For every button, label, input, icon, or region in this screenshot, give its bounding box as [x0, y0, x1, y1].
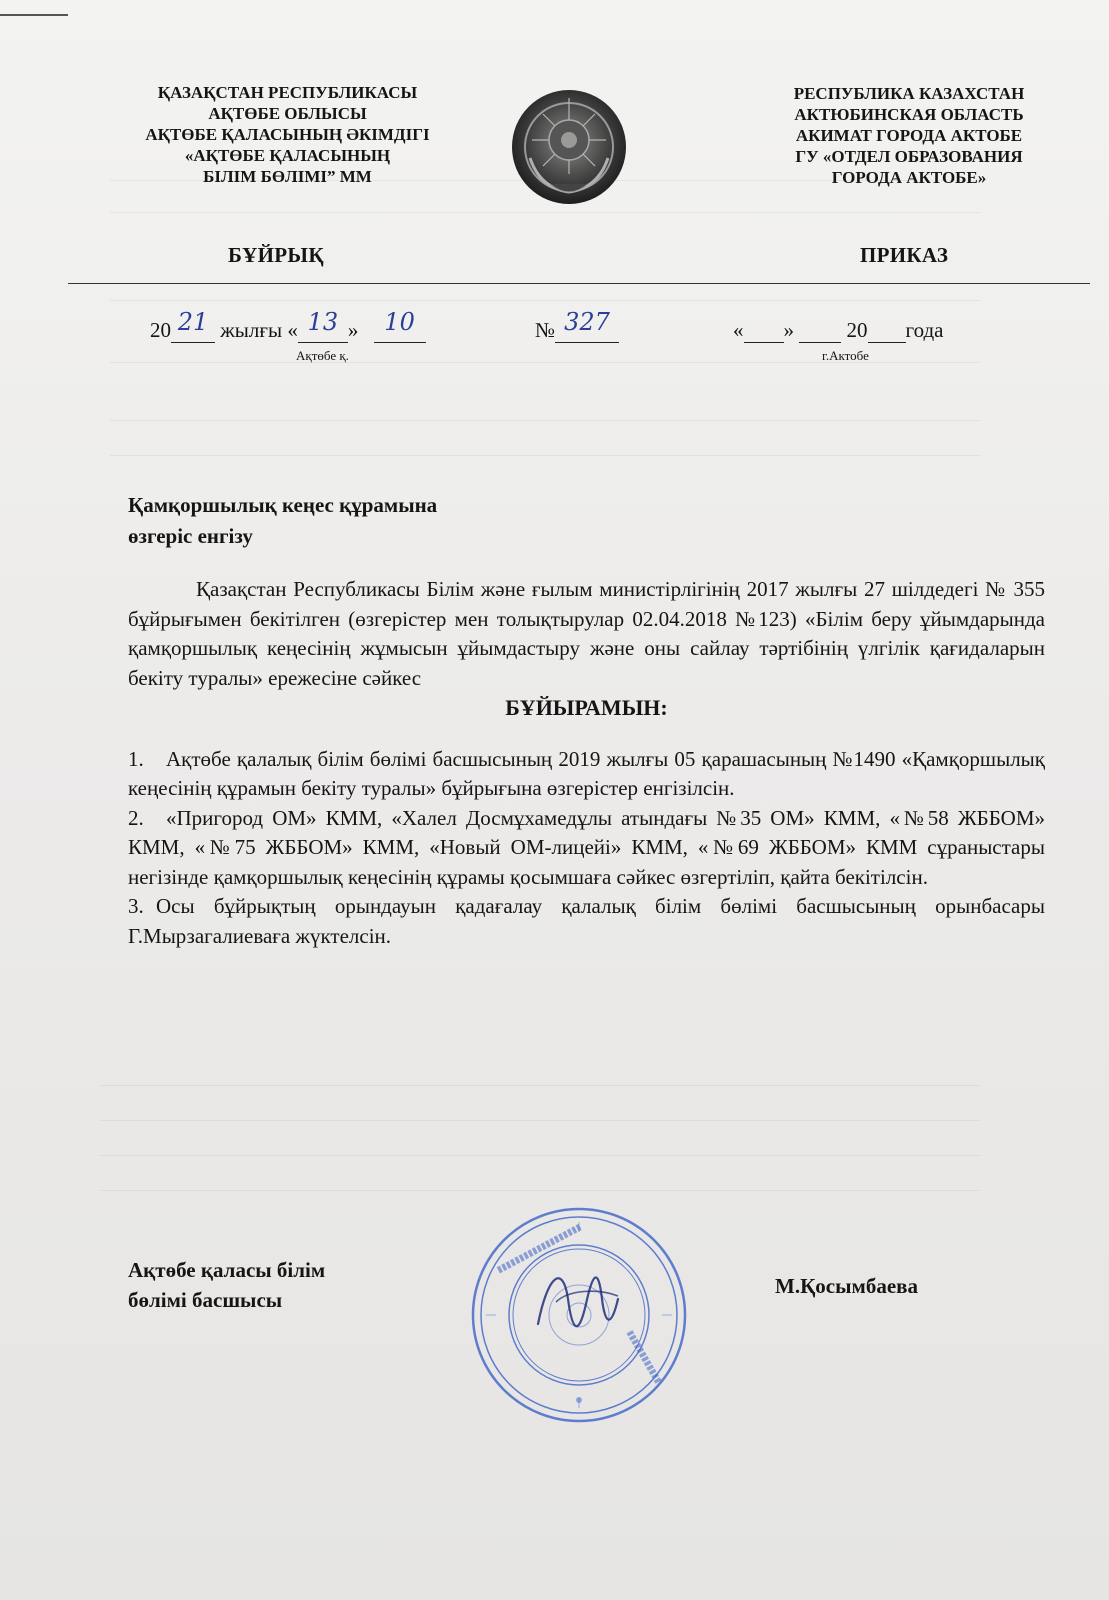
year-word: жылғы «	[220, 318, 298, 342]
item-text: Осы бұйрықтың орындауын қадағалау қалалық білім бөлімі басшысының орынбасары Г.Мырзагалиеваға жүктелсін.	[128, 894, 1045, 948]
header-ru-line: ГОРОДА АКТОБЕ»	[831, 168, 987, 187]
header-kz-line: АҚТӨБЕ ОБЛЫСЫ	[208, 104, 367, 123]
year-word-ru: года	[905, 318, 944, 342]
bleed-through-line	[100, 1155, 980, 1156]
handwritten-number: 327	[564, 308, 610, 336]
date-line-russian	[733, 318, 944, 343]
orders-heading: БҰЙЫРАМЫН:	[505, 695, 668, 720]
bleed-through-line	[110, 300, 980, 301]
close-quote: »	[783, 318, 794, 342]
number-field	[555, 308, 619, 343]
day-field	[298, 308, 348, 343]
official-stamp-icon	[468, 1204, 690, 1426]
order-number	[535, 308, 619, 343]
signatory-name: М.Қосымбаева	[775, 1274, 918, 1298]
order-subject	[128, 490, 437, 552]
bleed-through-line	[110, 455, 980, 456]
svg-text:▮▮▮▮▮▮▮▮▮▮▮▮: ▮▮▮▮▮▮▮▮▮▮▮▮	[624, 1328, 663, 1386]
ru-month-field	[799, 318, 841, 343]
number-sign: №	[535, 318, 556, 342]
handwritten-month: 10	[384, 308, 415, 336]
header-ru-line: АКИМАТ ГОРОДА АКТОБЕ	[795, 126, 1023, 145]
ru-year-prefix: 20	[846, 318, 868, 342]
order-item	[128, 745, 1045, 804]
close-quote: »	[347, 318, 359, 342]
item-number: 1.	[128, 746, 144, 771]
handwritten-day: 13	[307, 308, 339, 336]
state-emblem-icon	[510, 88, 628, 206]
item-text: «Пригород ОМ» КММ, «Халел Досмұхамедұлы атындағы №35 ОМ» КММ, «№58 ЖББОМ» КММ, «№75 ЖББОМ» КММ, «Новый ОМ-лицейі» КММ, «№69 ЖББОМ» КММ сұраныстары негізінде қамқоршылық кеңесінің құрамы қосымшаға сәйкес өзгертіліп, қайта бекітілсін.	[128, 805, 1045, 889]
month-field	[374, 308, 426, 343]
handwritten-year: 21	[177, 308, 209, 336]
subject-line: өзгеріс енгізу	[128, 524, 253, 548]
place-kazakh: Ақтөбе қ.	[296, 348, 349, 363]
signatory-line: Ақтөбе қаласы білім	[128, 1258, 326, 1282]
year-field	[171, 308, 215, 343]
header-kz-line: ҚАЗАҚСТАН РЕСПУБЛИКАСЫ	[157, 83, 418, 102]
bleed-through-line	[100, 1190, 980, 1191]
order-item	[128, 892, 1045, 951]
order-item	[128, 804, 1045, 893]
header-ru-line: АКТЮБИНСКАЯ ОБЛАСТЬ	[794, 105, 1024, 124]
date-line-kazakh	[150, 308, 426, 343]
header-kz-line: БІЛІМ БӨЛІМІ” ММ	[203, 167, 372, 186]
open-quote: «	[733, 318, 744, 342]
header-divider	[68, 283, 1090, 284]
header-russian	[770, 83, 1048, 188]
header-ru-line: РЕСПУБЛИКА КАЗАХСТАН	[793, 84, 1025, 103]
signatory-position	[128, 1255, 325, 1315]
item-text: Ақтөбе қалалық білім бөлімі басшысының 2019 жылғы 05 қарашасының №1490 «Қамқоршылық кеңесінің құрамын бекіту туралы» бұйрығына өзгерістер енгізілсін.	[128, 746, 1045, 800]
order-title-russian: ПРИКАЗ	[860, 243, 949, 267]
header-kz-line: АҚТӨБЕ ҚАЛАСЫНЫҢ ӘКІМДІГІ	[145, 125, 430, 144]
bleed-through-line	[100, 1085, 980, 1086]
order-title-kazakh: БҰЙРЫҚ	[228, 243, 324, 267]
subject-line: Қамқоршылық кеңес құрамына	[128, 493, 438, 517]
preamble-paragraph: Қазақстан Республикасы Білім және ғылым министірлігінің 2017 жылғы 27 шілдедегі № 355 бұйрығымен бекітілген (өзгерістер мен толықтырулар 02.04.2018 №123) «Білім беру ұйымдарында қамқоршылық кеңесінің жұмысын ұйымдастыру және оны сайлау тәртібінің үлгілік қағидаларын бекіту туралы» ережесіне сәйкес	[128, 577, 1045, 690]
header-kazakh	[115, 82, 460, 187]
item-number: 3.	[128, 894, 144, 918]
ru-day-field	[744, 318, 784, 343]
header-ru-line: ГУ «ОТДЕЛ ОБРАЗОВАНИЯ	[795, 147, 1023, 166]
bleed-through-line	[100, 1120, 980, 1121]
year-prefix: 20	[150, 318, 171, 342]
item-number: 2.	[128, 805, 144, 830]
signatory-line: бөлімі басшысы	[128, 1288, 283, 1312]
place-russian: г.Актобе	[822, 348, 869, 363]
svg-text:▮▮▮▮▮▮▮▮▮▮▮▮▮▮▮▮▮▮▮: ▮▮▮▮▮▮▮▮▮▮▮▮▮▮▮▮▮▮▮	[495, 1222, 584, 1276]
order-body	[128, 575, 1045, 951]
bleed-through-line	[110, 420, 980, 421]
ru-year-field	[868, 318, 906, 343]
bleed-through-line	[110, 212, 980, 213]
page-edge-mark	[0, 14, 68, 16]
header-kz-line: «АҚТӨБЕ ҚАЛАСЫНЫҢ	[184, 146, 391, 165]
